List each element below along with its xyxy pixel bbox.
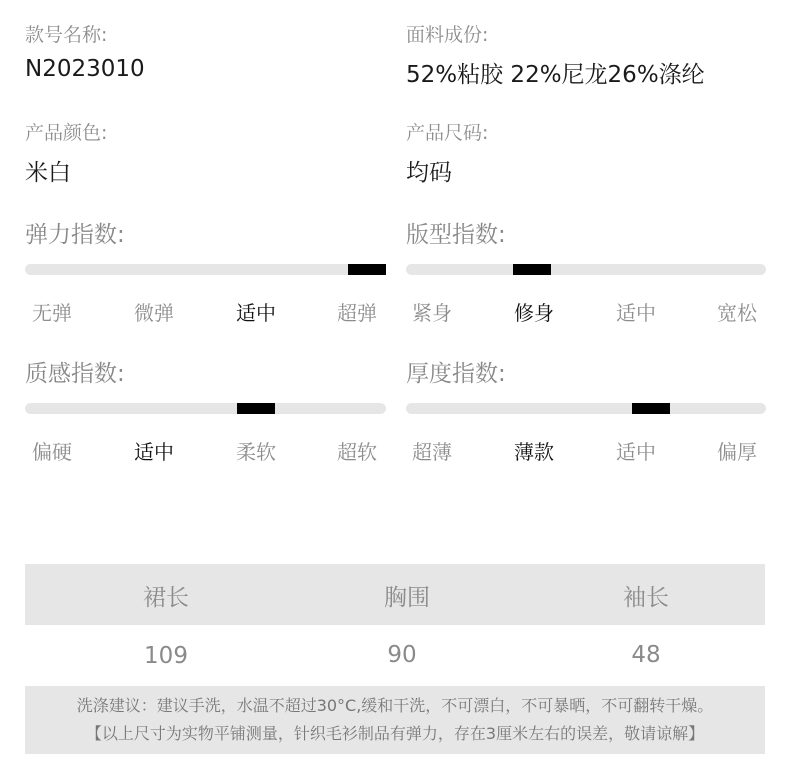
fabric-value: 52%粘胶 22%尼龙26%涤纶 (406, 62, 705, 88)
fit-option: 紧身 (412, 301, 452, 325)
fabric-label: 面料成份: (406, 24, 489, 46)
texture-title: 质感指数: (25, 361, 125, 387)
color-value: 米白 (25, 160, 71, 186)
fit-option: 修身 (514, 301, 554, 325)
elasticity-marker (348, 264, 386, 275)
size-table-header-cell: 裙长 (143, 585, 189, 611)
size-table-header-cell: 胸围 (384, 585, 430, 611)
texture-option: 柔软 (236, 440, 276, 464)
elasticity-option: 适中 (236, 301, 276, 325)
elasticity-option: 无弹 (32, 301, 72, 325)
style-no-label: 款号名称: (25, 24, 108, 46)
elasticity-track (25, 264, 386, 275)
thickness-option: 超薄 (412, 440, 452, 464)
thickness-option: 薄款 (514, 440, 554, 464)
texture-option: 偏硬 (32, 440, 72, 464)
texture-track (25, 403, 386, 414)
elasticity-option: 超弹 (337, 301, 377, 325)
thickness-track (406, 403, 766, 414)
size-table-cell: 48 (631, 642, 661, 668)
texture-option: 超软 (337, 440, 377, 464)
texture-marker (237, 403, 275, 414)
color-label: 产品颜色: (25, 122, 108, 144)
size-label: 产品尺码: (406, 122, 489, 144)
texture-option: 适中 (134, 440, 174, 464)
fit-marker (513, 264, 551, 275)
size-table-header (25, 564, 765, 625)
size-table-cell: 109 (144, 643, 188, 669)
care-note-line: 【以上尺寸为实物平铺测量，针织毛衫制品有弹力，存在3厘米左右的误差，敬请谅解】 (85, 724, 705, 743)
size-table-cell: 90 (387, 642, 417, 668)
thickness-option: 偏厚 (717, 440, 757, 464)
fit-title: 版型指数: (406, 222, 506, 248)
style-no-value: N2023010 (25, 56, 145, 82)
fit-option: 宽松 (717, 301, 757, 325)
fit-option: 适中 (616, 301, 656, 325)
care-note (25, 686, 765, 754)
thickness-title: 厚度指数: (406, 361, 506, 387)
fit-track (406, 264, 766, 275)
thickness-marker (632, 403, 670, 414)
care-note-line: 洗涤建议：建议手洗，水温不超过30°C,缓和干洗，不可漂白，不可暴晒，不可翻转干燥。 (76, 696, 714, 715)
thickness-option: 适中 (616, 440, 656, 464)
elasticity-title: 弹力指数: (25, 222, 125, 248)
size-value: 均码 (406, 160, 452, 186)
size-table-header-cell: 袖长 (623, 585, 669, 611)
elasticity-option: 微弹 (134, 301, 174, 325)
